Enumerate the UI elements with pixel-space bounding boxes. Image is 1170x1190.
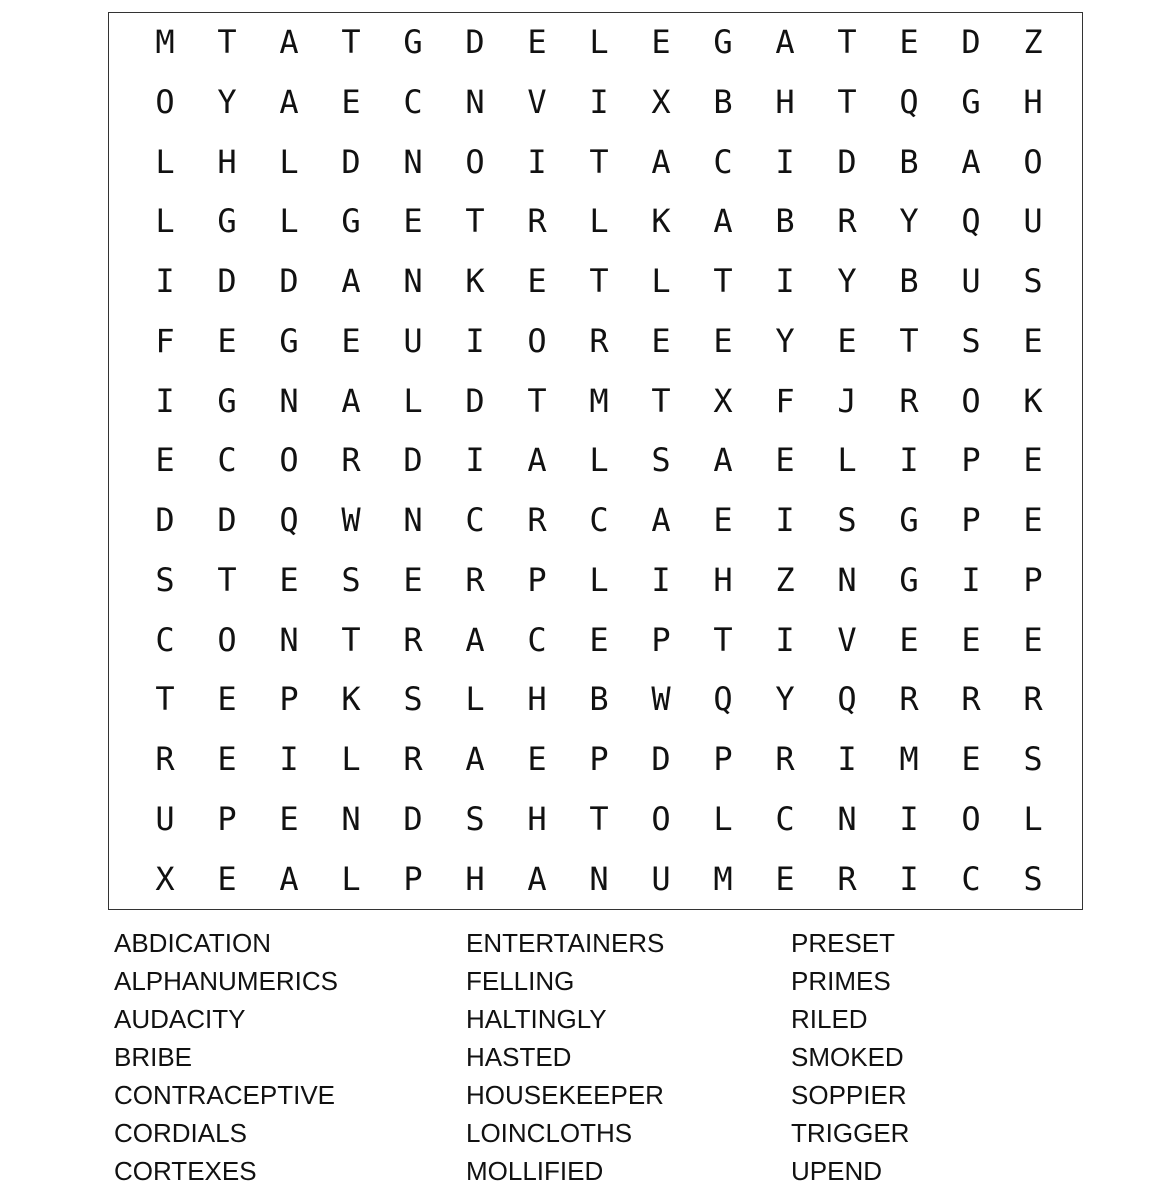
grid-letter[interactable]: H [217,142,237,181]
grid-letter[interactable]: T [465,202,485,241]
grid-letter[interactable]: R [527,501,547,539]
grid-letter[interactable]: L [651,262,671,300]
word-list-item: FELLING [466,966,575,996]
grid-letter[interactable]: D [403,799,423,838]
grid-letter[interactable]: T [837,23,857,61]
grid-letter[interactable]: E [651,23,671,61]
grid-letter[interactable]: R [837,859,857,898]
word-list-item: TRIGGER [791,1118,910,1148]
grid-letter[interactable]: K [1023,381,1043,420]
grid-letter[interactable]: A [651,142,671,181]
word-list-column [466,924,664,1190]
grid-letter[interactable]: E [279,560,299,599]
grid-letter[interactable]: H [1023,82,1043,121]
grid-letter[interactable]: N [465,82,485,121]
grid-letter[interactable]: E [961,620,981,659]
grid-letter[interactable]: C [465,501,485,539]
grid-letter[interactable]: J [837,381,857,420]
grid-letter[interactable]: N [341,799,361,838]
grid-letter[interactable]: C [403,82,423,121]
grid-letter[interactable]: G [217,381,237,420]
word-list-item: AUDACITY [114,1004,246,1034]
grid-letter[interactable]: L [155,202,175,241]
grid-letter[interactable]: V [527,82,547,121]
grid-letter[interactable]: W [651,680,671,719]
grid-letter[interactable]: L [465,680,485,719]
word-list-item: LOINCLOTHS [466,1118,633,1148]
grid-letter[interactable]: E [403,202,423,241]
grid-letter[interactable]: K [651,202,671,241]
grid-letter[interactable]: B [589,680,609,719]
grid-letter[interactable]: M [899,740,919,778]
grid-letter[interactable]: C [713,142,733,181]
grid-letter[interactable]: T [713,262,733,300]
grid-letter[interactable]: E [961,740,981,778]
grid-letter[interactable]: E [217,740,237,778]
grid-letter[interactable]: E [341,82,361,121]
grid-letter[interactable]: T [713,620,733,659]
word-list-column [791,924,909,1190]
word-list-item: CORTEXES [114,1156,257,1186]
grid-letter[interactable]: P [713,740,733,778]
grid-letter[interactable]: N [837,799,857,838]
grid-letter[interactable]: B [899,142,919,181]
grid-letter[interactable]: K [465,262,485,300]
grid-letter[interactable]: P [961,441,981,480]
grid-letter[interactable]: I [899,799,919,838]
grid-letter[interactable]: E [403,560,423,599]
grid-letter[interactable]: O [961,381,981,420]
grid-letter[interactable]: R [589,321,609,360]
grid-letter[interactable]: L [837,441,857,480]
grid-letter[interactable]: Y [837,262,857,300]
grid-letter[interactable]: L [713,799,733,838]
grid-letter[interactable]: T [589,799,609,838]
grid-letter[interactable]: Q [899,82,919,121]
grid-letter[interactable]: I [279,740,299,778]
grid-letter[interactable]: G [713,23,733,61]
grid-letter[interactable]: S [403,680,423,719]
grid-letter[interactable]: E [899,23,919,61]
grid-letter[interactable]: I [899,859,919,898]
grid-letter[interactable]: L [341,740,361,778]
grid-letter[interactable]: D [961,23,981,61]
grid-letter[interactable]: T [217,23,237,61]
grid-letter[interactable]: S [1023,859,1043,898]
grid-letter[interactable]: G [341,202,361,241]
grid-letter[interactable]: C [217,441,237,480]
grid-letter[interactable]: B [775,202,795,241]
grid-letter[interactable]: A [961,142,981,181]
grid-letter[interactable]: M [155,23,175,61]
grid-letter[interactable]: O [217,620,237,659]
grid-letter[interactable]: S [837,501,857,539]
grid-letter[interactable]: N [837,560,857,599]
grid-letter[interactable]: U [1023,202,1043,241]
grid-letter[interactable]: R [403,740,423,778]
grid-letter[interactable]: E [155,441,175,480]
word-list-column [114,924,338,1190]
grid-letter[interactable]: I [775,142,795,181]
grid-letter[interactable]: D [155,501,175,539]
grid-letter[interactable]: U [403,321,423,360]
grid-letter[interactable]: Y [217,82,237,121]
grid-letter[interactable]: A [713,202,733,241]
word-list-item: HOUSEKEEPER [466,1080,664,1110]
grid-letter[interactable]: T [217,560,237,599]
grid-letter[interactable]: I [465,441,485,480]
word-list-item: ALPHANUMERICS [114,966,338,996]
grid-letter[interactable]: L [589,441,609,480]
grid-letter[interactable]: I [961,560,981,599]
grid-letter[interactable]: U [155,799,175,838]
grid-letter[interactable]: X [651,82,671,121]
grid-letter[interactable]: P [403,859,423,898]
grid-letter[interactable]: A [341,262,361,300]
grid-letter[interactable]: I [465,321,485,360]
grid-letter[interactable]: R [341,441,361,480]
grid-letter[interactable]: P [961,501,981,539]
grid-letter[interactable]: E [775,441,795,480]
grid-letter[interactable]: E [837,321,857,360]
grid-letter[interactable]: R [961,680,981,719]
grid-letter[interactable]: L [1023,799,1043,838]
grid-letter[interactable]: E [775,859,795,898]
grid-letter[interactable]: N [403,501,423,539]
grid-letter[interactable]: A [279,859,299,898]
grid-letter[interactable]: R [155,740,175,778]
grid-letter[interactable]: O [1023,142,1043,181]
grid-letter[interactable]: P [1023,560,1043,599]
grid-letter[interactable]: H [527,680,547,719]
word-list-item: ABDICATION [114,928,271,958]
grid-letter[interactable]: M [589,381,609,420]
grid-letter[interactable]: Y [775,680,795,719]
grid-letter[interactable]: I [155,381,175,420]
grid-letter[interactable]: Y [775,321,795,360]
grid-letter[interactable]: K [341,680,361,719]
grid-letter[interactable]: G [961,82,981,121]
grid-letter[interactable]: S [961,321,981,360]
grid-letter[interactable]: E [217,859,237,898]
grid-letter[interactable]: R [1023,680,1043,719]
grid-letter[interactable]: E [527,262,547,300]
grid-letter[interactable]: S [1023,740,1043,778]
grid-letter[interactable]: G [899,501,919,539]
grid-letter[interactable]: Z [1023,23,1043,61]
grid-letter[interactable]: T [341,23,361,61]
grid-letter[interactable]: D [403,441,423,480]
grid-letter[interactable]: E [713,501,733,539]
grid-letter[interactable]: N [403,262,423,300]
grid-letter[interactable]: I [589,82,609,121]
grid-letter[interactable]: U [651,859,671,898]
grid-letter[interactable]: G [899,560,919,599]
grid-letter[interactable]: I [775,262,795,300]
word-list-item: PRIMES [791,966,891,996]
grid-letter[interactable]: B [713,82,733,121]
word-list-item: SOPPIER [791,1080,907,1110]
grid-letter[interactable]: D [341,142,361,181]
grid-letter[interactable]: N [403,142,423,181]
grid-letter[interactable]: S [155,560,175,599]
grid-letter[interactable]: T [899,321,919,360]
grid-letter[interactable]: D [465,381,485,420]
grid-letter[interactable]: R [527,202,547,241]
grid-letter[interactable]: D [837,142,857,181]
grid-letter[interactable]: Q [279,501,299,539]
grid-letter[interactable]: O [279,441,299,480]
grid-letter[interactable]: R [465,560,485,599]
grid-letter[interactable]: I [837,740,857,778]
grid-letter[interactable]: W [341,501,361,539]
grid-letter[interactable]: S [651,441,671,480]
grid-letter[interactable]: P [279,680,299,719]
grid-letter[interactable]: E [279,799,299,838]
grid-letter[interactable]: E [527,23,547,61]
grid-letter[interactable]: M [713,859,733,898]
grid-letter[interactable]: I [527,142,547,181]
grid-letter[interactable]: E [1023,441,1043,480]
grid-letter[interactable]: S [341,560,361,599]
grid-letter[interactable]: T [589,262,609,300]
grid-letter[interactable]: E [899,620,919,659]
grid-letter[interactable]: H [465,859,485,898]
grid-letter[interactable]: C [155,620,175,659]
grid-letter[interactable]: C [961,859,981,898]
grid-letter[interactable]: H [713,560,733,599]
grid-letter[interactable]: Q [713,680,733,719]
grid-letter[interactable]: L [589,560,609,599]
grid-letter[interactable]: O [651,799,671,838]
grid-letter[interactable]: E [651,321,671,360]
grid-letter[interactable]: L [589,202,609,241]
grid-letter[interactable]: C [775,799,795,838]
grid-letter[interactable]: L [279,142,299,181]
grid-letter[interactable]: O [961,799,981,838]
grid-letter[interactable]: N [589,859,609,898]
grid-letter[interactable]: Y [899,202,919,241]
grid-letter[interactable]: R [775,740,795,778]
grid-letter[interactable]: H [775,82,795,121]
grid-letter[interactable]: T [155,680,175,719]
word-list-item: CONTRACEPTIVE [114,1080,336,1110]
grid-letter[interactable]: L [279,202,299,241]
word-list-item: HASTED [466,1042,572,1072]
grid-letter[interactable]: E [1023,620,1043,659]
grid-letter[interactable]: E [589,620,609,659]
grid-letter[interactable]: U [961,262,981,300]
grid-letter[interactable]: A [341,381,361,420]
grid-letter[interactable]: A [527,441,547,480]
grid-letter[interactable]: R [403,620,423,659]
grid-letter[interactable]: I [775,501,795,539]
grid-letter[interactable]: T [527,381,547,420]
grid-letter[interactable]: I [775,620,795,659]
grid-letter[interactable]: A [279,82,299,121]
grid-letter[interactable]: L [589,23,609,61]
word-list-item: RILED [791,1004,868,1034]
grid-letter[interactable]: X [155,859,175,898]
grid-letter[interactable]: F [775,381,795,420]
grid-letter[interactable]: V [837,620,857,659]
grid-letter[interactable]: B [899,262,919,300]
letter-grid [134,13,1064,909]
grid-letter[interactable]: T [651,381,671,420]
grid-letter[interactable]: F [155,321,175,360]
grid-letter[interactable]: R [837,202,857,241]
grid-letter[interactable]: O [527,321,547,360]
grid-letter[interactable]: A [775,23,795,61]
grid-letter[interactable]: P [651,620,671,659]
word-list-item: MOLLIFIED [466,1156,604,1186]
grid-letter[interactable]: E [341,321,361,360]
grid-letter[interactable]: T [341,620,361,659]
grid-letter[interactable]: I [651,560,671,599]
grid-letter[interactable]: H [527,799,547,838]
grid-letter[interactable]: R [899,381,919,420]
word-list-item: BRIBE [114,1042,193,1072]
grid-letter[interactable]: C [527,620,547,659]
grid-letter[interactable]: D [465,23,485,61]
grid-letter[interactable]: D [217,262,237,300]
grid-letter[interactable]: L [341,859,361,898]
grid-letter[interactable]: Q [837,680,857,719]
grid-letter[interactable]: O [465,142,485,181]
grid-letter[interactable]: E [1023,321,1043,360]
grid-letter[interactable]: T [837,82,857,121]
grid-letter[interactable]: A [465,620,485,659]
grid-letter[interactable]: C [589,501,609,539]
grid-letter[interactable]: G [403,23,423,61]
word-list [114,924,1164,1186]
grid-letter[interactable]: E [217,680,237,719]
grid-letter[interactable]: D [217,501,237,539]
grid-letter[interactable]: I [155,262,175,300]
word-list-item: UPEND [791,1156,883,1186]
grid-letter[interactable]: X [713,381,733,420]
grid-letter[interactable]: N [279,620,299,659]
grid-letter[interactable]: A [465,740,485,778]
grid-letter[interactable]: E [527,740,547,778]
word-list-item: ENTERTAINERS [466,928,665,958]
grid-letter[interactable]: D [651,740,671,778]
grid-letter[interactable]: L [155,142,175,181]
grid-letter[interactable]: E [713,321,733,360]
grid-letter[interactable]: E [1023,501,1043,539]
word-list-item: SMOKED [791,1042,904,1072]
grid-letter[interactable]: I [899,441,919,480]
grid-letter[interactable]: R [899,680,919,719]
grid-letter[interactable]: T [589,142,609,181]
grid-letter[interactable]: G [217,202,237,241]
grid-letter[interactable]: S [1023,262,1043,300]
grid-letter[interactable]: P [217,799,237,838]
grid-letter[interactable]: D [279,262,299,300]
grid-letter[interactable]: S [465,799,485,838]
grid-letter[interactable]: N [279,381,299,420]
grid-letter[interactable]: Z [775,560,795,599]
grid-letter[interactable]: A [651,501,671,539]
grid-letter[interactable]: L [403,381,423,420]
grid-letter[interactable]: A [527,859,547,898]
word-list-item: HALTINGLY [466,1004,607,1034]
grid-letter[interactable]: E [217,321,237,360]
grid-letter[interactable]: Q [961,202,981,241]
grid-letter[interactable]: P [527,560,547,599]
grid-letter[interactable]: P [589,740,609,778]
grid-letter[interactable]: A [279,23,299,61]
grid-letter[interactable]: G [279,321,299,360]
grid-letter[interactable]: O [155,82,175,121]
word-list-item: PRESET [791,928,896,958]
grid-letter[interactable]: A [713,441,733,480]
word-list-item: CORDIALS [114,1118,247,1148]
